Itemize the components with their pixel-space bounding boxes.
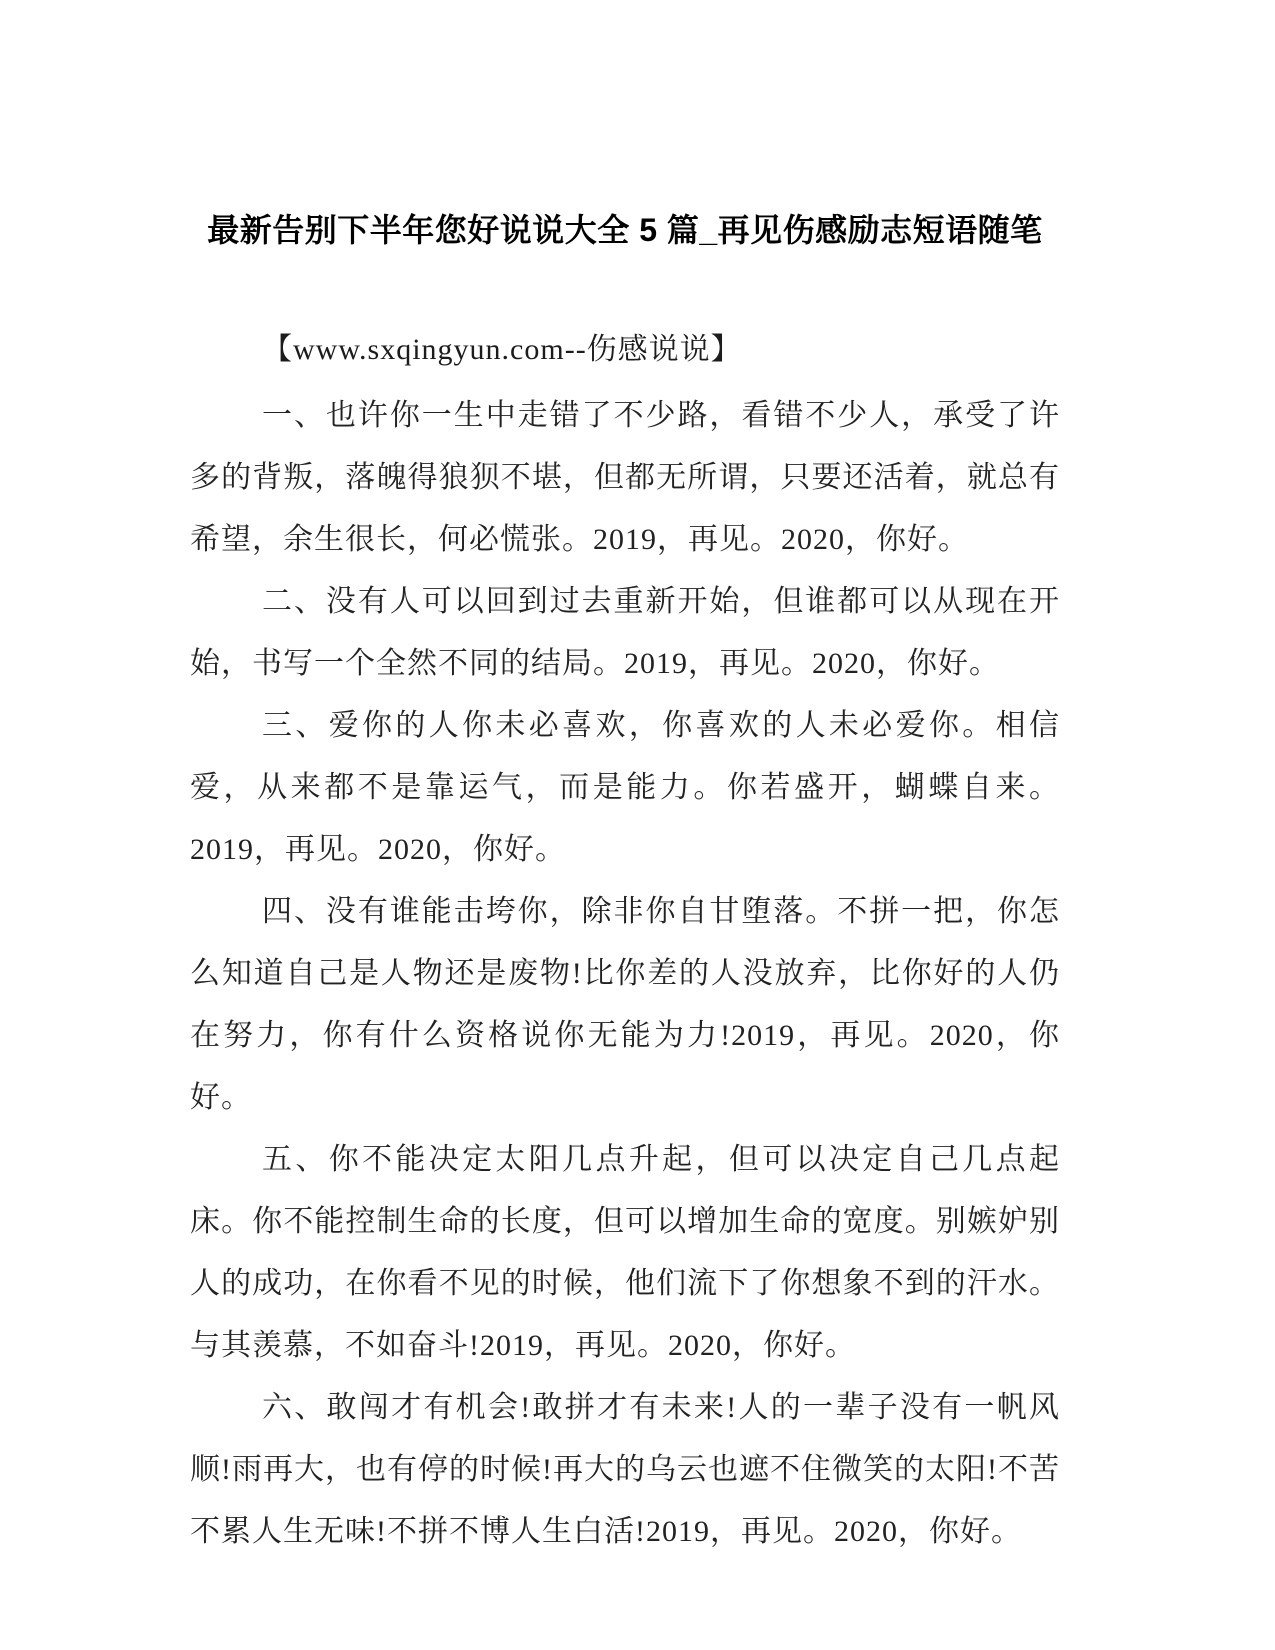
document-title: 最新告别下半年您好说说大全 5 篇_再见伤感励志短语随笔 (207, 212, 1043, 248)
paragraph: 六、敢闯才有机会!敢拼才有未来!人的一辈子没有一帆风顺!雨再大，也有停的时候!再大的乌云也遮不住微笑的太阳!不苦不累人生无味!不拼不博人生白活!2019，再见。2020，你好。 (190, 1391, 1060, 1548)
document-body (190, 385, 1060, 1563)
source-line: 【www.sxqingyun.com--伤感说说】 (262, 333, 742, 366)
paragraph: 五、你不能决定太阳几点升起，但可以决定自己几点起床。你不能控制生命的长度，但可以增加生命的宽度。别嫉妒别人的成功，在你看不见的时候，他们流下了你想象不到的汗水。与其羡慕，不如奋斗!2019，再见。2020，你好。 (190, 1143, 1060, 1362)
paragraph: 二、没有人可以回到过去重新开始，但谁都可以从现在开始，书写一个全然不同的结局。2019，再见。2020，你好。 (190, 585, 1060, 680)
paragraph: 三、爱你的人你未必喜欢，你喜欢的人未必爱你。相信爱，从来都不是靠运气，而是能力。你若盛开，蝴蝶自来。2019，再见。2020，你好。 (190, 709, 1060, 866)
paragraph: 一、也许你一生中走错了不少路，看错不少人，承受了许多的背叛，落魄得狼狈不堪，但都无所谓，只要还活着，就总有希望，余生很长，何必慌张。2019，再见。2020，你好。 (190, 399, 1060, 556)
paragraph: 四、没有谁能击垮你，除非你自甘堕落。不拼一把，你怎么知道自己是人物还是废物!比你差的人没放弃，比你好的人仍在努力，你有什么资格说你无能为力!2019，再见。2020，你好。 (190, 895, 1060, 1114)
